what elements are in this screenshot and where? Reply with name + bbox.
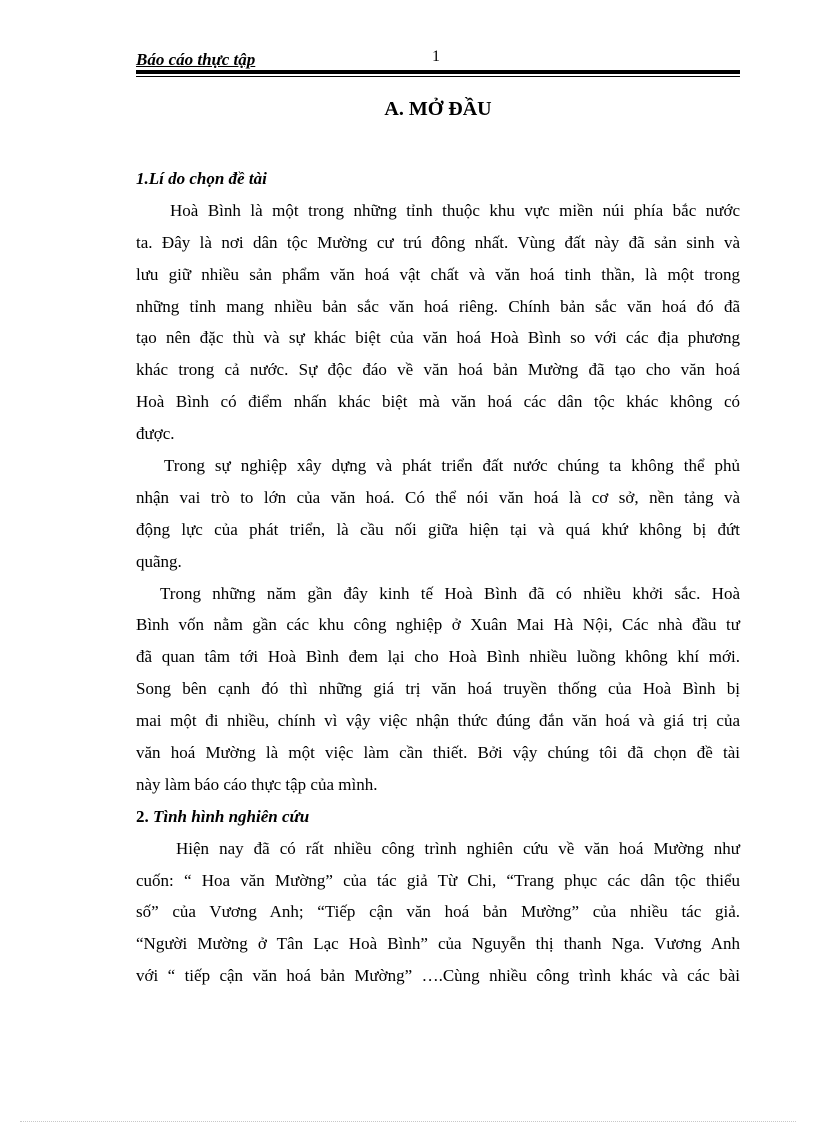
header-rule-thin — [136, 76, 740, 77]
paragraph-line: được. — [136, 424, 175, 444]
paragraph-line: nhận vai trò to lớn của văn hoá. Có thể nói văn hoá là cơ sở, nền tảng và — [136, 487, 740, 507]
paragraph-line: Trong sự nghiệp xây dựng và phát triển đất nước chúng ta không thể phủ — [164, 456, 740, 476]
paragraph-line: khác trong cả nước. Sự độc đáo về văn hoá bản Mường đã tạo cho văn hoá — [136, 360, 740, 380]
document-body — [136, 163, 740, 992]
paragraph-line: với “ tiếp cận văn hoá bản Mường” ….Cùng nhiều công trình khác và các bài — [136, 966, 740, 986]
paragraph-line: Bình vốn nằm gần các khu công nghiệp ở Xuân Mai Hà Nội, Các nhà đầu tư — [136, 615, 740, 635]
paragraph-line: lưu giữ nhiều sản phẩm văn hoá vật chất và văn hoá tinh thần, là một trong — [136, 264, 740, 284]
paragraph-line: Hoà Bình là một trong những tỉnh thuộc khu vực miền núi phía bắc nước — [170, 200, 740, 220]
section2-heading-text: Tình hình nghiên cứu — [153, 806, 310, 826]
paragraph-line: văn hoá Mường là một việc làm cần thiết. Bởi vậy chúng tôi đã chọn đề tài — [136, 743, 740, 763]
paragraph-line: Hoà Bình có điểm nhấn khác biệt mà văn hoá các dân tộc khác không có — [136, 392, 740, 412]
paragraph-line: Trong những năm gần đây kinh tế Hoà Bình đã có nhiều khởi sắc. Hoà — [160, 583, 740, 603]
section1-heading: 1.Lí do chọn đề tài — [136, 169, 267, 188]
document-title: A. MỞ ĐẦU — [384, 98, 492, 120]
paragraph-line: Hiện nay đã có rất nhiều công trình nghiên cứu về văn hoá Mường như — [176, 838, 740, 858]
header-title: Báo cáo thực tập — [136, 50, 256, 69]
paragraph-line: tạo nên đặc thù và sự khác biệt của văn hoá Hoà Bình so với các địa phương — [136, 328, 740, 348]
section2-heading — [136, 801, 740, 833]
paragraph-line: động lực của phát triển, là cầu nối giữa hiện tại và quá khứ không bị đứt — [136, 519, 740, 539]
paragraph-line: cuốn: “ Hoa văn Mường” của tác giả Từ Chi, “Trang phục các dân tộc thiểu — [136, 870, 740, 890]
paragraph-line: mai một đi nhiều, chính vì vậy việc nhận thức đúng đắn văn hoá và giá trị của — [136, 711, 740, 731]
page-number: 1 — [432, 48, 440, 65]
paragraph-line: này làm báo cáo thực tập của mình. — [136, 774, 378, 794]
footer-dotted-rule — [20, 1121, 796, 1122]
paragraph-line: những tỉnh mang nhiều bản sắc văn hoá riêng. Chính bản sắc văn hoá đó đã — [136, 296, 740, 316]
paragraph-line: Song bên cạnh đó thì những giá trị văn hoá truyền thống của Hoà Bình bị — [136, 679, 740, 699]
paragraph-line: số” của Vương Anh; “Tiếp cận văn hoá bản Mường” của nhiều tác giả. — [136, 902, 740, 922]
paragraph-line: “Người Mường ở Tân Lạc Hoà Bình” của Nguyễn thị thanh Nga. Vương Anh — [136, 934, 740, 954]
header-rule-thick — [136, 70, 740, 74]
paragraph-line: đã quan tâm tới Hoà Bình đem lại cho Hoà Bình nhiều luồng không khí mới. — [136, 647, 740, 667]
section2-heading-number: 2. — [136, 806, 149, 826]
paragraph-line: quãng. — [136, 551, 182, 571]
paragraph-line: ta. Đây là nơi dân tộc Mường cư trú đông nhất. Vùng đất này đã sản sinh và — [136, 232, 740, 252]
